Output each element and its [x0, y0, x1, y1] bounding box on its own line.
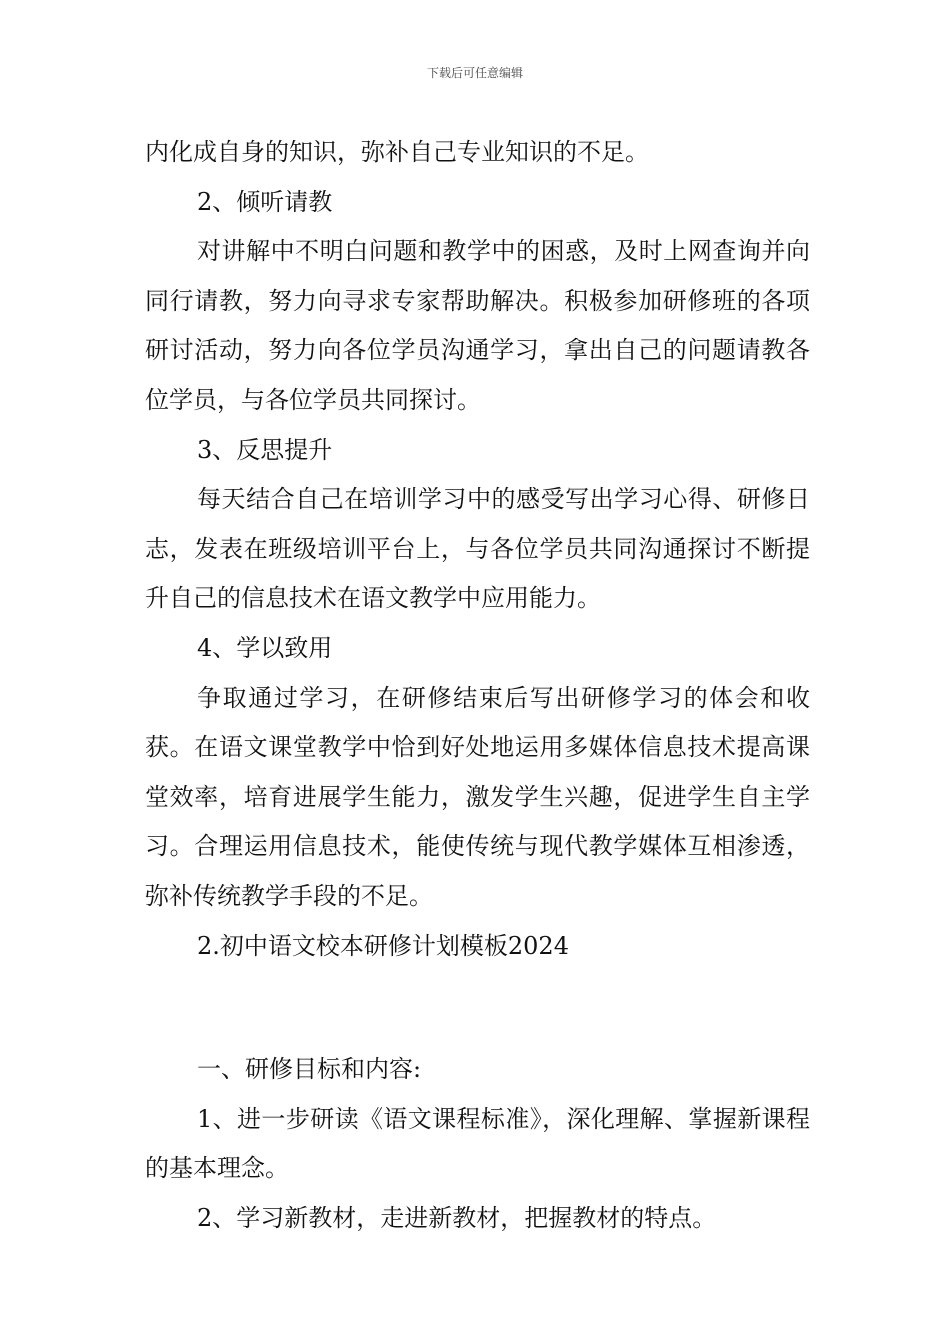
document-title: 2.初中语文校本研修计划模板2024 — [197, 931, 569, 960]
spacer — [145, 971, 810, 1045]
section-heading: 一、研修目标和内容: — [197, 1055, 422, 1084]
paragraph: 2、学习新教材，走进新教材，把握教材的特点。 — [197, 1203, 717, 1232]
paragraph: 对讲解中不明白问题和教学中的困惑，及时上网查询并向同行请教，努力向寻求专家帮助解决。积极参加研修班的各项研讨活动，努力向各位学员沟通学习，拿出自己的问题请教各位学员，与各位学员共同探讨。 — [145, 237, 810, 414]
document-body — [145, 128, 810, 1243]
section-heading: 2、倾听请教 — [197, 187, 333, 216]
section-heading: 3、反思提升 — [197, 435, 333, 464]
paragraph: 每天结合自己在培训学习中的感受写出学习心得、研修日志，发表在班级培训平台上，与各位学员共同沟通探讨不断提升自己的信息技术在语文教学中应用能力。 — [145, 485, 810, 613]
page-header: 下载后可任意编辑 — [426, 66, 523, 80]
paragraph: 1、进一步研读《语文课程标准》，深化理解、掌握新课程的基本理念。 — [145, 1104, 810, 1183]
paragraph: 争取通过学习，在研修结束后写出研修学习的体会和收获。在语文课堂教学中恰到好处地运用多媒体信息技术提高课堂效率，培育进展学生能力，激发学生兴趣，促进学生自主学习。合理运用信息技术，能使传统与现代教学媒体互相渗透，弥补传统教学手段的不足。 — [145, 683, 810, 910]
section-heading: 4、学以致用 — [197, 633, 333, 662]
paragraph: 内化成自身的知识，弥补自己专业知识的不足。 — [145, 138, 649, 166]
